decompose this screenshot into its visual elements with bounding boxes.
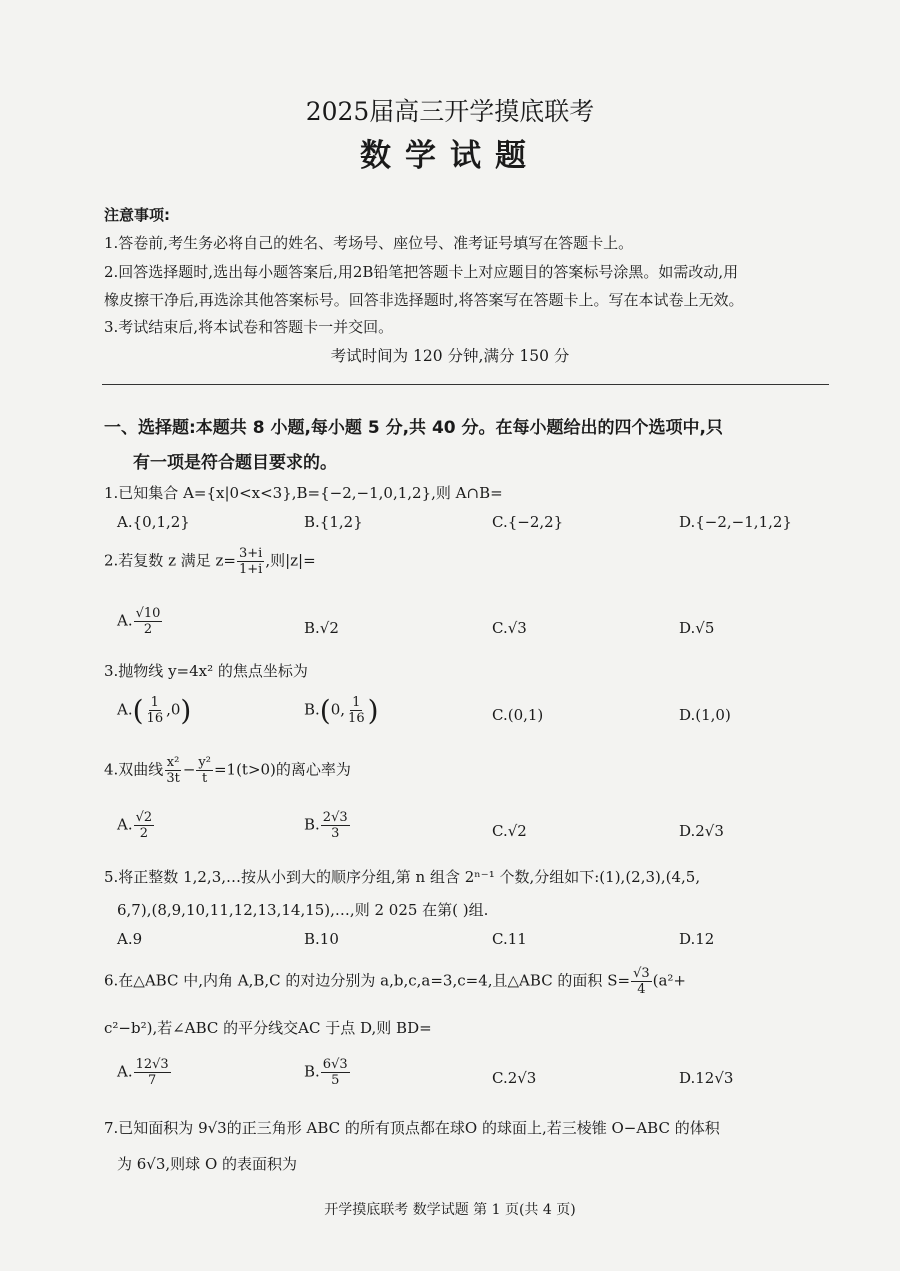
q4-option-d: D.2√3 [679, 822, 724, 840]
fraction: $\frac{2√3}{3}$ [322, 810, 348, 841]
q5-option-a: A.9 [117, 930, 143, 948]
q1-option-c: C.{−2,2} [492, 513, 564, 531]
q5-option-c: C.11 [492, 930, 527, 948]
q6-option-a: A. $\frac{12√3}{7}$ [117, 1057, 169, 1088]
question-7-line-2: 为 6√3,则球 O 的表面积为 [117, 1155, 298, 1173]
q6-option-d: D.12√3 [679, 1069, 734, 1087]
subject-title: 数学试题 [360, 138, 540, 174]
fraction: $\frac{1}{16}$ [146, 695, 164, 726]
q6-option-c: C.2√3 [492, 1069, 537, 1087]
q1-option-d: D.{−2,−1,1,2} [679, 513, 792, 531]
fraction: $\frac{√2}{2}$ [135, 810, 153, 841]
q3-option-b: B.(0, $\frac{1}{16}$ ) [304, 694, 379, 727]
fraction: $\frac{6√3}{5}$ [322, 1057, 348, 1088]
q3-option-d: D.(1,0) [679, 706, 731, 724]
question-7-line-1: 7.已知面积为 9√3的正三角形 ABC 的所有顶点都在球O 的球面上,若三棱锥 O−ABC 的体积 [104, 1119, 720, 1137]
q2-option-c: C.√3 [492, 619, 527, 637]
question-6-line-2: c²−b²),若∠ABC 的平分线交AC 于点 D,则 BD= [104, 1019, 432, 1037]
question-1-stem: 1.已知集合 A={x|0<x<3},B={−2,−1,0,1,2},则 A∩B= [104, 484, 503, 502]
question-5-line-2: 6,7),(8,9,10,11,12,13,14,15),…,则 2 025 在第( )组. [117, 901, 489, 919]
question-4-stem: 4.双曲线 $\frac{\text{x²}}{3t}$ − $\frac{\text{y²}}{t}$ =1(t>0)的离心率为 [104, 755, 351, 786]
q5-option-b: B.10 [304, 930, 339, 948]
question-5-line-1: 5.将正整数 1,2,3,…按从小到大的顺序分组,第 n 组含 2ⁿ⁻¹ 个数,分组如下:(1),(2,3),(4,5, [104, 868, 701, 886]
fraction: $\frac{\text{x²}}{3t}$ [166, 755, 180, 786]
q5-option-d: D.12 [679, 930, 715, 948]
notice-item: 2.回答选择题时,选出每小题答案后,用2B铅笔把答题卡上对应题目的答案标号涂黑。如需改动,用 [104, 263, 739, 281]
q1-option-a: A.{0,1,2} [117, 513, 190, 531]
q3-option-a: A.( $\frac{1}{16}$ ,0) [117, 694, 192, 727]
question-3-stem: 3.抛物线 y=4x² 的焦点坐标为 [104, 662, 308, 680]
question-6-line-1: 6.在△ABC 中,内角 A,B,C 的对边分别为 a,b,c,a=3,c=4,且△ABC 的面积 S= $\frac{√3}{4}$ (a²+ [104, 966, 687, 997]
q3-option-c: C.(0,1) [492, 706, 544, 724]
section-heading: 一、选择题:本题共 8 小题,每小题 5 分,共 40 分。在每小题给出的四个选项中,只 [104, 418, 723, 438]
q2-option-b: B.√2 [304, 619, 339, 637]
q4-option-c: C.√2 [492, 822, 527, 840]
q4-option-a: A. $\frac{√2}{2}$ [117, 810, 153, 841]
page-footer: 开学摸底联考 数学试题 第 1 页(共 4 页) [324, 1202, 576, 1218]
fraction: $\frac{12√3}{7}$ [135, 1057, 169, 1088]
q6-option-b: B. $\frac{6√3}{5}$ [304, 1057, 348, 1088]
q2-option-a: A. $\frac{√10}{2}$ [117, 606, 161, 637]
notice-heading: 注意事项: [104, 206, 170, 224]
notice-item: 1.答卷前,考生务必将自己的姓名、考场号、座位号、准考证号填写在答题卡上。 [104, 234, 634, 252]
notice-item: 橡皮擦干净后,再选涂其他答案标号。回答非选择题时,将答案写在答题卡上。写在本试卷上无效。 [104, 291, 744, 309]
notice-item: 3.考试结束后,将本试卷和答题卡一并交回。 [104, 318, 394, 336]
q1-option-b: B.{1,2} [304, 513, 363, 531]
exam-title: 2025届高三开学摸底联考 [305, 97, 595, 126]
q4-option-b: B. $\frac{2√3}{3}$ [304, 810, 348, 841]
question-2-stem: 2.若复数 z 满足 z= $\frac{3+i}{1+i}$ ,则|z|= [104, 546, 316, 577]
q2-option-d: D.√5 [679, 619, 715, 637]
exam-time: 考试时间为 120 分钟,满分 150 分 [330, 347, 570, 365]
fraction: $\frac{1}{16}$ [348, 695, 365, 726]
fraction: $\frac{√10}{2}$ [135, 606, 161, 637]
section-heading-cont: 有一项是符合题目要求的。 [133, 453, 337, 473]
fraction: $\frac{√3}{4}$ [633, 966, 650, 997]
fraction: $\frac{3+i}{1+i}$ [239, 546, 263, 577]
fraction: $\frac{\text{y²}}{t}$ [198, 755, 211, 786]
divider-rule [102, 384, 829, 385]
